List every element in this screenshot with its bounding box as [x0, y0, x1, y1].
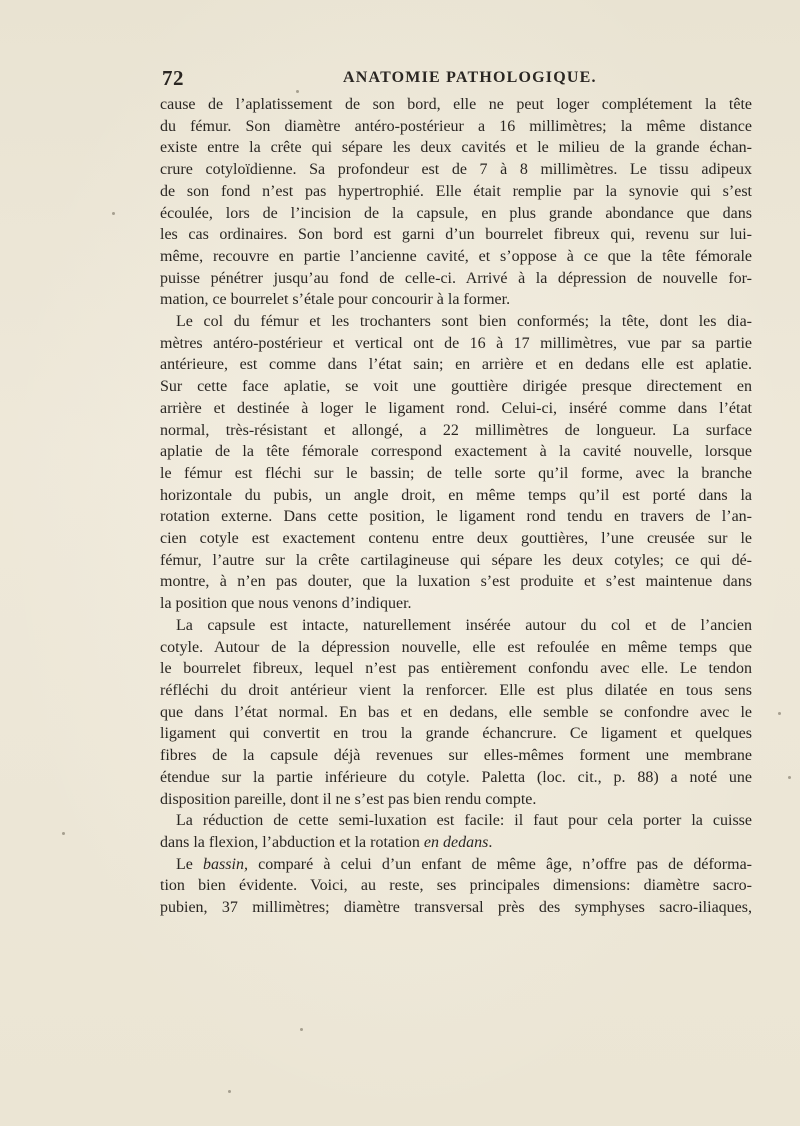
- text-line: horizontale du pubis, un angle droit, en même temps qu’il est porté dans la: [160, 486, 752, 504]
- italic-term: bassin,: [203, 855, 248, 873]
- text-line: aplatie de la tête fémorale correspond exactement à la cavité nouvelle, lorsque: [160, 443, 752, 461]
- text-line: de son fond n’est pas hypertrophié. Elle était remplie par la synovie qui s’est: [160, 182, 752, 200]
- text-line: le fémur est fléchi sur le bassin; de telle sorte qu’il forme, avec la branche: [160, 464, 752, 482]
- running-title: ANATOMIE PATHOLOGIQUE.: [343, 69, 597, 86]
- paragraph-pelvis: [160, 854, 752, 919]
- paragraph-acetabulum: [160, 94, 752, 311]
- text-line-mixed: [160, 832, 752, 854]
- text-line: La capsule est intacte, naturellement insérée autour du col et de l’ancien: [176, 616, 752, 634]
- text-line: ligament qui convertit en trou la grande échancrure. Ce ligament et quelques: [160, 725, 752, 743]
- text-line: la position que nous venons d’indiquer.: [160, 595, 412, 613]
- text-line: cien cotyle est exactement contenu entre deux gouttières, l’une creusée sur le: [160, 530, 752, 548]
- text-line: rotation externe. Dans cette position, le ligament rond tendu en travers de l’an-: [160, 508, 752, 526]
- text-line: mètres antéro-postérieur et vertical ont de 16 à 17 millimètres, vue par sa partie: [160, 334, 752, 352]
- ink-speck: [300, 1028, 303, 1031]
- text-line: crure cotyloïdienne. Sa profondeur est de 7 à 8 millimètres. Le tissu adipeux: [160, 161, 752, 179]
- text-line: existe entre la crête qui sépare les deux cavités et le milieu de la grande échan-: [160, 139, 752, 157]
- text-line: pubien, 37 millimètres; diamètre transversal près des symphyses sacro-iliaques,: [160, 899, 752, 917]
- text-segment: dans la flexion, l’abduction et la rotation: [160, 833, 424, 851]
- text-line: fémur, l’autre sur la crête cartilagineuse qui sépare les deux cotyles; ce qui dé-: [160, 551, 752, 569]
- text-line: fibres de la capsule déjà revenues sur elles-mêmes forment une membrane: [160, 747, 752, 765]
- text-line: normal, très-résistant et allongé, a 22 millimètres de longueur. La surface: [160, 421, 752, 439]
- text-line: La réduction de cette semi-luxation est facile: il faut pour cela porter la cuisse: [176, 812, 752, 830]
- text-line: montre, à n’en pas douter, que la luxation s’est produite et s’est maintenue dans: [160, 573, 752, 591]
- text-line: cotyle. Autour de la dépression nouvelle, elle est refoulée en même temps que: [160, 638, 752, 656]
- text-line: que dans l’état normal. En bas et en dedans, elle semble se confondre avec le: [160, 703, 752, 721]
- ink-speck: [62, 832, 65, 835]
- text-line: réfléchi du droit antérieur vient la renforcer. Elle est plus dilatée en tous sens: [160, 681, 752, 699]
- paragraph-capsule: [160, 615, 752, 810]
- body-text: [160, 94, 752, 919]
- text-line: du fémur. Son diamètre antéro-postérieur a 16 millimètres; la même distance: [160, 117, 752, 135]
- text-line: les cas ordinaires. Son bord est garni d’un bourrelet fibreux qui, revenu sur lui-: [160, 226, 752, 244]
- text-line: Le col du fémur et les trochanters sont bien conformés; la tête, dont les dia-: [176, 313, 752, 331]
- ink-speck: [112, 212, 115, 215]
- ink-speck: [778, 712, 781, 715]
- paragraph-reduction: [160, 810, 752, 853]
- text-line-mixed: [160, 854, 752, 876]
- text-line: arrière et destinée à loger le ligament rond. Celui-ci, inséré comme dans l’état: [160, 399, 752, 417]
- text-segment: comparé à celui d’un enfant de même âge, n’offre pas de déforma-: [247, 855, 752, 873]
- ink-speck: [228, 1090, 231, 1093]
- text-line: disposition pareille, dont il ne s’est pas bien rendu compte.: [160, 790, 537, 808]
- text-segment: Le: [176, 855, 204, 873]
- text-line: cause de l’aplatissement de son bord, elle ne peut loger complétement la tête: [160, 96, 752, 113]
- paragraph-femur-neck: [160, 311, 752, 615]
- text-line: Sur cette face aplatie, se voit une gouttière dirigée presque directement en: [160, 378, 752, 396]
- text-line: antérieure, est comme dans l’état sain; en arrière et en dedans elle est aplatie.: [160, 356, 752, 374]
- ink-speck: [788, 776, 791, 779]
- text-line: même, recouvre en partie l’ancienne cavité, et s’oppose à ce que la tête fémorale: [160, 247, 752, 265]
- ink-speck: [296, 90, 299, 93]
- page-header: [160, 66, 752, 88]
- text-line: puisse pénétrer jusqu’au fond de celle-ci. Arrivé à la dépression de nouvelle for-: [160, 269, 752, 287]
- italic-term: en dedans: [423, 833, 489, 851]
- text-line: mation, ce bourrelet s’étale pour concourir à la former.: [160, 291, 511, 309]
- text-line: écoulée, lors de l’incision de la capsule, en plus grande abondance que dans: [160, 204, 752, 222]
- text-line: tion bien évidente. Voici, au reste, ses principales dimensions: diamètre sacro-: [160, 877, 752, 895]
- page-number: 72: [162, 66, 184, 90]
- text-line: étendue sur la partie inférieure du cotyle. Paletta (loc. cit., p. 88) a noté une: [160, 768, 752, 786]
- text-segment: .: [488, 833, 493, 851]
- text-line: le bourrelet fibreux, lequel n’est pas entièrement confondu avec elle. Le tendon: [160, 660, 752, 678]
